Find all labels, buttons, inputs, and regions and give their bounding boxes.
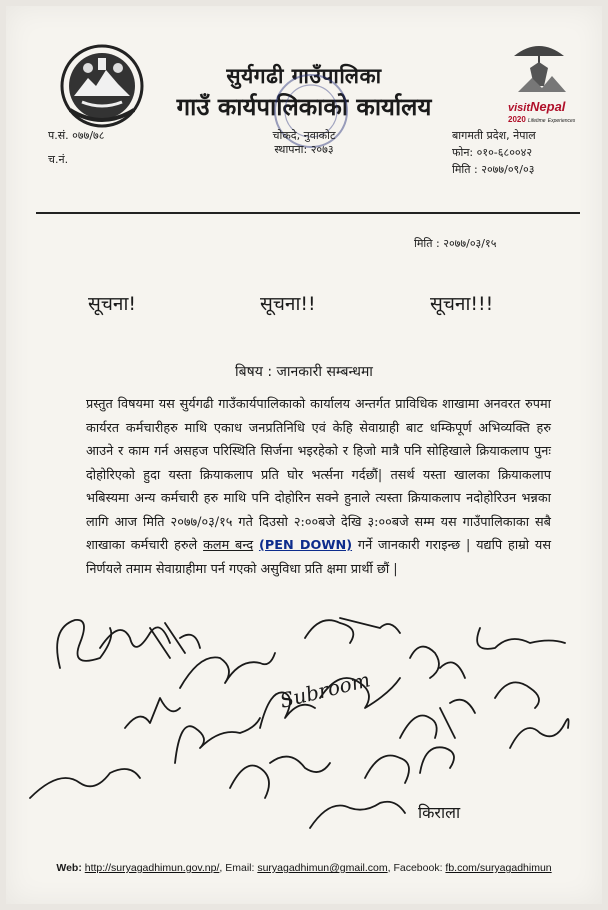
email-label: , Email: [219, 862, 255, 874]
website-link[interactable]: http://suryagadhimun.gov.np/ [84, 862, 220, 874]
signature-16 [230, 757, 330, 798]
letter-date: मिति : २०७७/०३/१५ [414, 237, 497, 250]
footer-contact [0, 862, 608, 874]
visit-nepal-year: 2020 [508, 115, 526, 124]
dispatch-number: च.नं. [48, 153, 69, 166]
address-line: चोकदे, नुवाकोट [272, 129, 336, 142]
signature-12 [477, 628, 565, 649]
notice-heading-1: सूचना! [88, 293, 136, 315]
signature-19 [420, 747, 454, 773]
signature-handwritten-2: किराला [418, 803, 461, 822]
pen-down-english: (PEN DOWN) [258, 538, 353, 553]
visit-nepal-tagline-2: Experiences [547, 118, 576, 124]
body-text-part-2: गर्ने जानकारी गराइन्छ | यद्यपि हाम्रो यस निर्णयले तमाम सेवाग्राहीमा पर्न गएको असुविधा प्रति क्षमा प्रार्थी छौं | [86, 538, 552, 577]
phone-line: फोन: ०१०-६८००४२ [452, 146, 533, 159]
nepal-text: Nepal [530, 99, 566, 114]
header-date: मिति : २०७७/०९/०३ [452, 163, 535, 176]
signature-4 [180, 653, 275, 688]
subject-line: बिषय : जानकारी सम्बन्धमा [235, 364, 373, 380]
office-title: गाउँ कार्यपालिकाको कार्यालय [176, 93, 432, 121]
signature-14 [510, 719, 569, 748]
web-label: Web: [56, 862, 82, 874]
visit-nepal-tagline-1: Lifetime [528, 118, 546, 124]
signature-17 [310, 802, 405, 828]
signature-handwritten-1: Subroom [277, 667, 373, 713]
signature-6 [175, 718, 260, 763]
signature-11 [400, 700, 475, 738]
signature-10 [410, 647, 465, 678]
notice-heading-2: सूचना!! [260, 293, 316, 315]
body-text-part-1: प्रस्तुत विषयमा यस सुर्यगढी गाउँकार्यपालिकाको कार्यालय अन्तर्गत प्राविधिक शाखामा अनवरत रुपमा कार्यरत कर्मचारीहरु माथि एकाध जनप्रतिनिधि एवं केहि सेवाग्राही बाट धम्किपूर्ण अभिव्यक्ति हरु आउने र काम गर्न असहज परिस्थिति सिर्जना भइरहेको र हिजो मात्रै पनि सोहिखाले क्रियाकलाप पुनः दोहोरिएको हुदा यस्ता क्रियाकलाप प्रति घोर भर्त्सना गर्दछौं| तसर्थ यस्ता खालका क्रियाकलाप भबिस्यमा अन्य कर्मचारी हरु माथि पनि दोहोरिन सक्ने हुनाले त्यस्ता क्रियाकलाप नदोहोरिउन भन्नका लागि आज मिति २०७७/०३/१५ गते दिउसो २:००बजे देखि ३:००बजे सम्म यस गाउँपालिकाका सबै शाखाका कर्मचारी हरुले [86, 397, 551, 553]
notice-heading-3: सूचना!!! [430, 293, 494, 315]
signature-15 [30, 769, 140, 798]
signature-18 [365, 756, 409, 784]
signature-8 [305, 618, 400, 643]
letter-body [86, 393, 551, 581]
province-line: बागमती प्रदेश, नेपाल [452, 129, 536, 142]
signatures-area [20, 598, 590, 838]
reference-number: प.सं. ०७७/७८ [48, 129, 105, 142]
visit-text: visit [508, 102, 531, 114]
pen-down-nepali: कलम बन्द [203, 538, 254, 553]
established-line: स्थापना: २०७३ [274, 143, 334, 156]
signature-13 [495, 682, 539, 708]
email-link[interactable]: suryagadhimun@gmail.com [257, 862, 388, 874]
signature-5 [125, 698, 180, 728]
municipality-title: सुर्यगढी गाउँपालिका [226, 64, 382, 88]
facebook-link[interactable]: fb.com/suryagadhimun [445, 862, 552, 874]
header-divider [36, 212, 580, 214]
facebook-label: , Facebook: [387, 862, 443, 874]
